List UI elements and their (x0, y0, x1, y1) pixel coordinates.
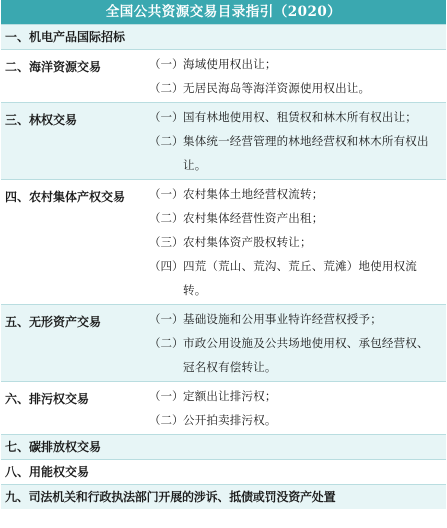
section-1: 一、机电产品国际招标 (1, 24, 446, 49)
item-text: 定额出让排污权； (183, 389, 277, 403)
item-number: （一） (149, 312, 184, 326)
section-3-items (149, 103, 446, 179)
item-number: （二） (149, 413, 184, 427)
item-number: （二） (149, 134, 184, 148)
item-text: 农村集体资产股权转让； (183, 235, 312, 249)
section-2 (1, 49, 446, 102)
section-6-items (149, 382, 446, 434)
item-text: 四荒（荒山、荒沟、荒丘、荒滩）地使用权流转。 (183, 259, 417, 297)
item-text: 海域使用权出让； (183, 57, 277, 71)
item-number: （一） (149, 389, 184, 403)
section-6-label: 六、排污权交易 (5, 392, 90, 406)
section-7: 七、碳排放权交易 (1, 434, 446, 459)
item-text: 集体统一经营管理的林地经营权和林木所有权出让。 (183, 134, 429, 172)
item-number: （一） (149, 187, 184, 201)
item-text: 国有林地使用权、租赁权和林木所有权出让； (183, 110, 417, 124)
item-number: （四） (149, 259, 184, 273)
item-text: 无居民海岛等海洋资源使用权出让。 (183, 81, 371, 95)
item-number: （三） (149, 235, 184, 249)
list-item (149, 182, 446, 206)
list-item (149, 254, 446, 302)
list-item (149, 331, 446, 379)
item-number: （一） (149, 110, 184, 124)
catalog-table (1, 0, 446, 509)
section-6 (1, 381, 446, 434)
table-title: 全国公共资源交易目录指引（2020） (1, 0, 446, 24)
list-item (149, 408, 446, 432)
item-text: 公开拍卖排污权。 (183, 413, 277, 427)
list-item (149, 230, 446, 254)
section-8: 八、用能权交易 (1, 459, 446, 484)
section-3-label: 三、林权交易 (5, 113, 78, 127)
item-number: （二） (149, 336, 184, 350)
list-item (149, 384, 446, 408)
section-5-label: 五、无形资产交易 (5, 315, 102, 329)
list-item (149, 129, 446, 177)
item-number: （二） (149, 81, 184, 95)
section-4-label: 四、农村集体产权交易 (5, 190, 126, 204)
item-text: 农村集体土地经营权流转； (183, 187, 324, 201)
item-number: （二） (149, 211, 184, 225)
section-9: 九、司法机关和行政执法部门开展的涉诉、抵债或罚没资产处置 (1, 484, 446, 509)
section-2-label: 二、海洋资源交易 (5, 60, 102, 74)
section-2-items (149, 50, 446, 102)
item-text: 农村集体经营性资产出租； (183, 211, 324, 225)
section-4-items (149, 180, 446, 304)
list-item (149, 52, 446, 76)
item-text: 市政公用设施及公共场地使用权、承包经营权、冠名权有偿转让。 (183, 336, 429, 374)
section-5-items (149, 305, 446, 381)
section-4 (1, 179, 446, 304)
list-item (149, 206, 446, 230)
item-number: （一） (149, 57, 184, 71)
item-text: 基础设施和公用事业特许经营权授予； (183, 312, 382, 326)
list-item (149, 105, 446, 129)
section-3 (1, 102, 446, 179)
list-item (149, 307, 446, 331)
section-5 (1, 304, 446, 381)
list-item (149, 76, 446, 100)
